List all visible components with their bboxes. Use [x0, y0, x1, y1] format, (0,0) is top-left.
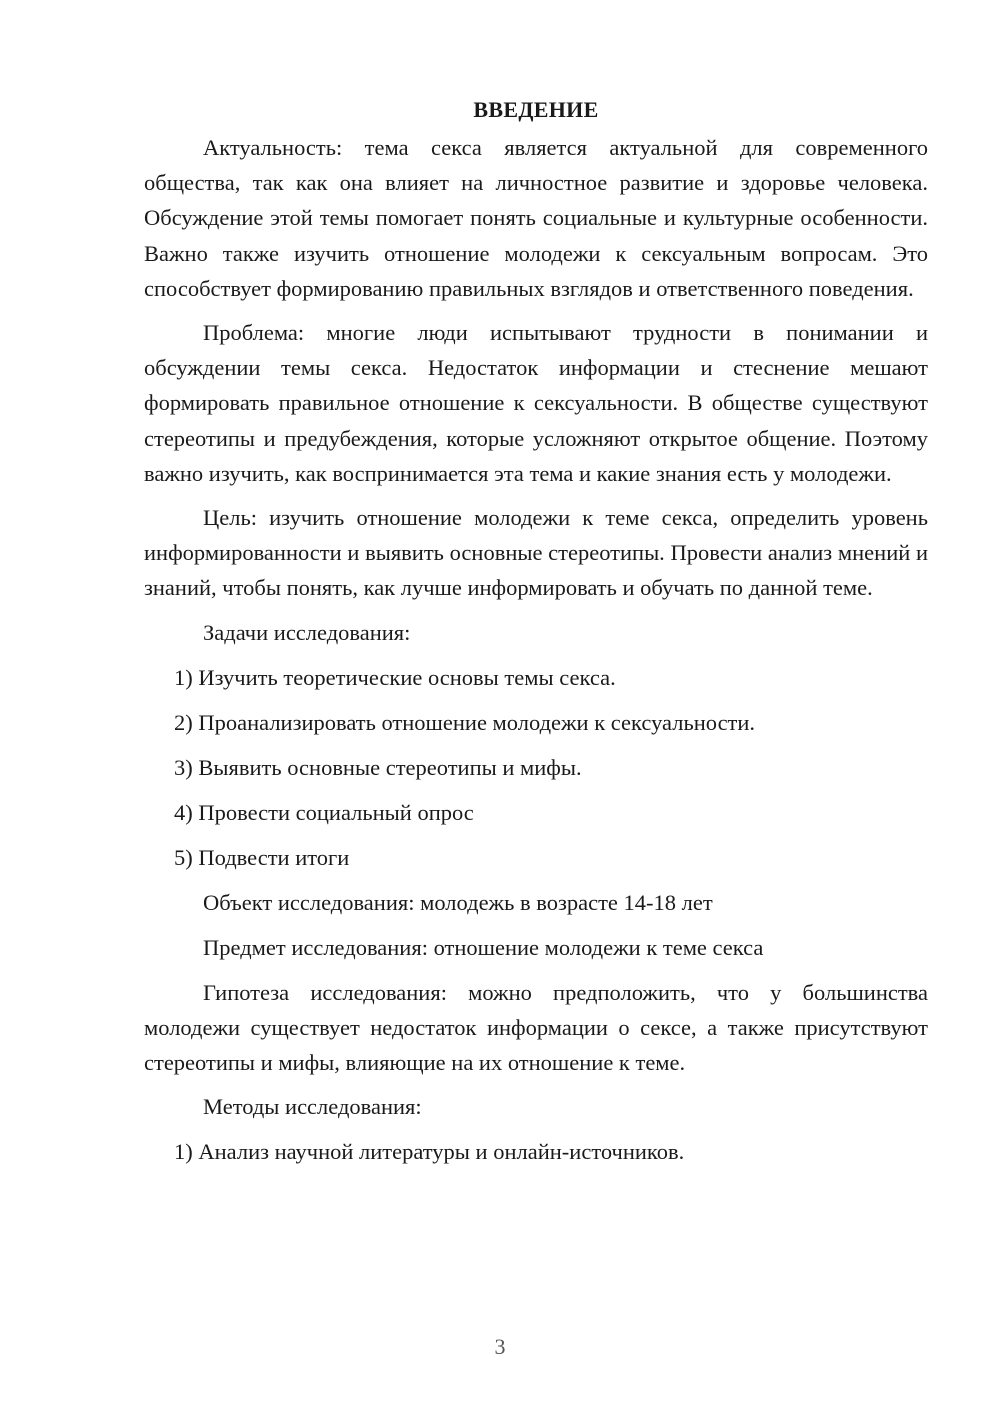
method-item: 1) Анализ научной литературы и онлайн-источников.: [174, 1139, 685, 1165]
methods-list: [144, 1134, 928, 1169]
relevance-paragraph: Актуальность: тема секса является актуальной для современного общества, так как она влияет на личностное развитие и здоровье человека. Обсуждение этой темы помогает понять социальные и культурные особенности. Важно также изучить отношение молодежи к сексуальным вопросам. Это способствует формированию правильных взглядов и ответственного поведения.: [144, 135, 928, 301]
tasks-list: [144, 660, 928, 875]
problem-paragraph: Проблема: многие люди испытывают трудности в понимании и обсуждении темы секса. Недостаток информации и стеснение мешают формировать правильное отношение к сексуальности. В обществе существуют стереотипы и предубеждения, которые усложняют открытое общение. Поэтому важно изучить, как воспринимается эта тема и какие знания есть у молодежи.: [144, 320, 928, 486]
page-title: ВВЕДЕНИЕ: [473, 97, 599, 122]
page-number: 3: [494, 1334, 506, 1359]
tasks-heading: Задачи исследования:: [203, 619, 411, 645]
research-object: Объект исследования: молодежь в возрасте 14-18 лет: [203, 889, 713, 915]
goal-paragraph: Цель: изучить отношение молодежи к теме секса, определить уровень информированности и выявить основные стереотипы. Провести анализ мнений и знаний, чтобы понять, как лучше информировать и обучать по данной теме.: [144, 505, 928, 601]
task-item: 1) Изучить теоретические основы темы секса.: [174, 664, 616, 690]
task-item: 3) Выявить основные стереотипы и мифы.: [174, 754, 582, 780]
methods-heading: Методы исследования:: [203, 1094, 422, 1120]
hypothesis-paragraph: Гипотеза исследования: можно предположить, что у большинства молодежи существует недостаток информации о сексе, а также присутствуют стереотипы и мифы, влияющие на их отношение к теме.: [144, 979, 928, 1076]
document-page: [144, 92, 928, 1179]
task-item: 2) Проанализировать отношение молодежи к сексуальности.: [174, 709, 756, 735]
research-subject: Предмет исследования: отношение молодежи к теме секса: [203, 934, 764, 960]
task-item: 4) Провести социальный опрос: [174, 799, 474, 825]
task-item: 5) Подвести итоги: [174, 844, 350, 870]
